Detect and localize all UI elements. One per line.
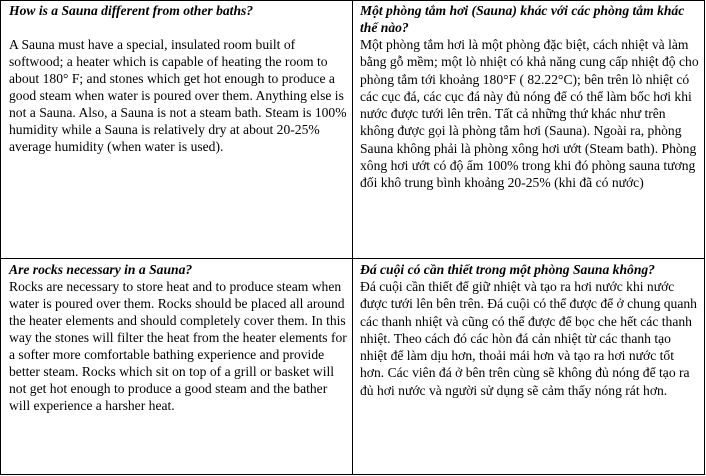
cell-vi-question-2 — [360, 261, 700, 399]
en-answer-2: Rocks are necessary to store heat and to produce steam when water is poured over them. Rocks should be placed all around the heater elements and should completely cover them. In this way the stones will filter the heat from the heater elements for a softer more comfortable bathing experience and provide better steam. Rocks which sit on top of a grill or basket will not get hot enough to produce a good steam and the bather will experience a harsher heat. — [9, 279, 347, 413]
en-question-2: Are rocks necessary in a Sauna? — [9, 262, 193, 277]
cell-vi-question-1 — [360, 2, 700, 192]
row-divider — [1, 258, 704, 259]
cell-en-question-2 — [9, 261, 347, 414]
vi-answer-2: Đá cuội cần thiết để giữ nhiệt và tạo ra hơi nước khi nước được tưới lên bên trên. Đá cuội có thể được để ở chung quanh các thanh nhiệt và cũng có thể được để bọc che hết các thanh nhiệt. Theo cách đó các hòn đá cản nhiệt từ các thanh tạo nhiệt để làm dịu hơn, thoải mái hơn và tạo ra hơi nước tốt hơn. Các viên đá ở bên trên cùng sẽ không đủ nóng để tạo ra đủ hơi nước và người sử dụng sẽ cảm thấy nóng rát hơn. — [360, 279, 697, 398]
vi-question-1: Một phòng tắm hơi (Sauna) khác với các phòng tắm khác thế nào? — [360, 3, 685, 35]
en-answer-1: A Sauna must have a special, insulated room built of softwood; a heater which is capable of heating the room to about 180° F; and stones which get hot enough to produce a good steam when water is poured over them. Anything else is not a Sauna. Also, a Sauna is not a steam bath. Steam is 100% humidity while a Sauna is relatively dry at about 20-25% average humidity (when water is used). — [9, 37, 347, 154]
vi-question-2: Đá cuội có cần thiết trong một phòng Sauna không? — [360, 262, 655, 277]
column-divider — [352, 1, 353, 474]
cell-en-question-1 — [9, 2, 347, 155]
vi-answer-1: Một phòng tắm hơi là một phòng đặc biệt, cách nhiệt và làm bằng gỗ mềm; một lò nhiệt có khả năng cung cấp nhiệt độ cho phòng tắm tới khoảng 180°F ( 82.22°C); bên trên lò nhiệt có các cục đá, các cục đá này đủ nóng để có thể làm bốc hơi khi nước được tưới lên trên. Tất cả những thứ khác như trên không được gọi là phòng tắm hơi (Sauna). Ngoài ra, phòng Sauna không phải là phòng xông hơi ướt (Steam bath). Phòng xông hơi ướt có độ ẩm 100% trong khi đó phòng sauna tương đối khô trung bình khoảng 20-25% (khi đã có nước) — [360, 37, 699, 191]
en-question-1: How is a Sauna different from other baths? — [9, 3, 254, 18]
